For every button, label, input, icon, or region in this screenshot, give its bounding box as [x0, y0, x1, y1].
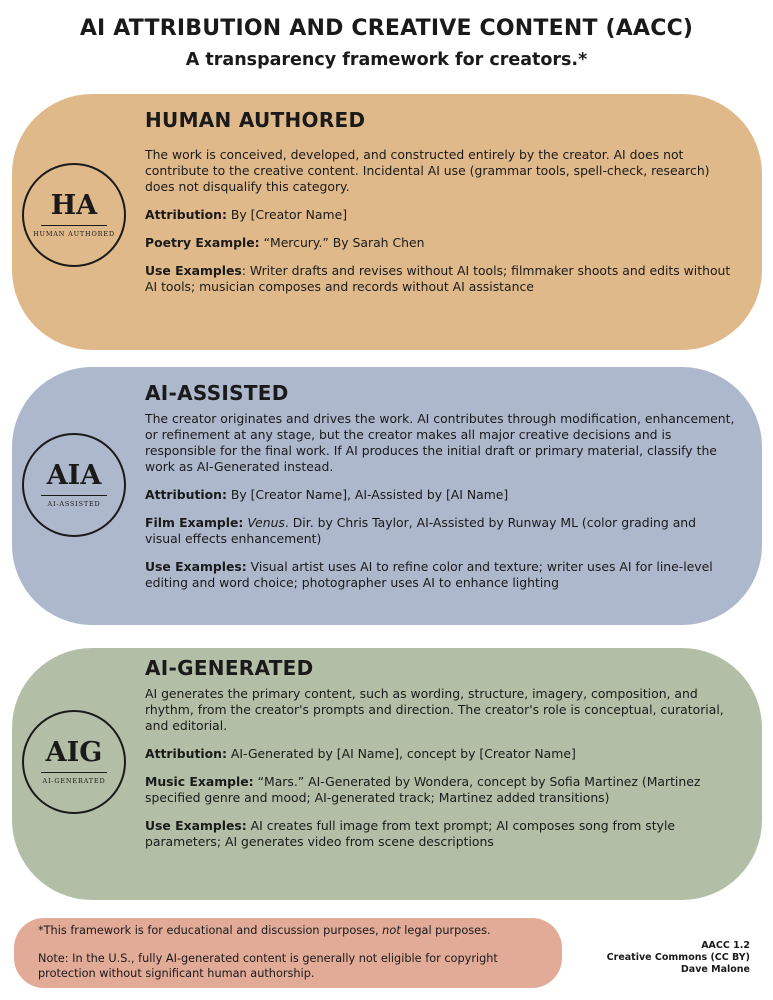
card-attribution: [145, 487, 736, 503]
version-label: AACC 1.2: [701, 940, 750, 951]
card-attribution: [145, 207, 736, 223]
use-examples-label: Use Examples: [145, 263, 242, 278]
attribution-text: AI-Generated by [AI Name], concept by [Creator Name]: [226, 746, 576, 761]
card-use-examples: [145, 559, 736, 591]
card-use-examples: [145, 818, 736, 850]
card-example: [145, 774, 736, 806]
disclaimer-text: [38, 923, 491, 938]
badge-aia: [22, 433, 126, 537]
card-content: [145, 381, 736, 603]
card-ai-assisted: [12, 367, 762, 625]
attribution-label: Attribution:: [145, 207, 227, 222]
disclaimer-post: legal purposes.: [400, 924, 491, 937]
badge-subtitle: HUMAN AUTHORED: [33, 230, 115, 238]
card-use-examples: [145, 263, 736, 295]
example-text: “Mercury.” By Sarah Chen: [259, 235, 425, 250]
badge-subtitle: AI-ASSISTED: [47, 500, 101, 508]
use-examples-text: Visual artist uses AI to refine color and texture; writer uses AI for line-level editing and word choice; photographer uses AI to enhance lighting: [145, 559, 713, 590]
attribution-label: Attribution:: [145, 746, 227, 761]
copyright-note: Note: In the U.S., fully AI-generated content is generally not eligible for copyright protection without significant human authorship.: [38, 952, 498, 980]
example-label: Music Example:: [145, 774, 254, 789]
card-description: AI generates the primary content, such as wording, structure, imagery, composition, and rhythm, from the creator's prompts and direction. The creator's role is conceptual, curatorial, and editorial.: [145, 686, 724, 733]
badge-abbr: AIA: [46, 460, 102, 491]
card-heading: HUMAN AUTHORED: [145, 108, 366, 132]
card-attribution: [145, 746, 736, 762]
attribution-text: By [Creator Name]: [226, 207, 348, 222]
badge-divider: [41, 772, 107, 773]
use-examples-label: Use Examples:: [145, 818, 247, 833]
example-label: Poetry Example:: [145, 235, 260, 250]
card-heading: AI-GENERATED: [145, 656, 314, 680]
badge-subtitle: AI-GENERATED: [42, 777, 106, 785]
use-examples-text: AI creates full image from text prompt; AI composes song from style parameters; AI generates video from scene descriptions: [145, 818, 676, 849]
example-text-post: . Dir. by Chris Taylor, AI-Assisted by Runway ML (color grading and visual effects enhancement): [145, 515, 697, 546]
example-text: “Mars.” AI-Generated by Wondera, concept by Sofia Martinez (Martinez specified genre and mood; AI-generated track; Martinez added transitions): [145, 774, 701, 805]
disclaimer-pre: *This framework is for educational and discussion purposes,: [38, 924, 383, 937]
use-examples-label: Use Examples:: [145, 559, 247, 574]
card-description: The work is conceived, developed, and constructed entirely by the creator. AI does not contribute to the creative content. Incidental AI use (grammar tools, spell-check, research) does not disqualify this category.: [145, 147, 710, 194]
example-label: Film Example:: [145, 515, 244, 530]
footnote-box: [14, 918, 562, 988]
card-content: [145, 108, 736, 307]
card-human-authored: [12, 94, 762, 350]
credits: [607, 940, 750, 976]
card-content: [145, 656, 736, 862]
example-italic: Venus: [247, 515, 285, 530]
page-title: AI ATTRIBUTION AND CREATIVE CONTENT (AACC): [79, 16, 694, 41]
page-subtitle: A transparency framework for creators.*: [185, 50, 588, 70]
license-label: Creative Commons (CC BY): [606, 952, 750, 963]
card-heading: AI-ASSISTED: [145, 381, 289, 405]
badge-abbr: AIG: [45, 737, 103, 768]
badge-divider: [41, 225, 107, 226]
badge-abbr: HA: [50, 190, 98, 221]
badge-ha: [22, 163, 126, 267]
badge-aig: [22, 710, 126, 814]
use-examples-text: : Writer drafts and revises without AI tools; filmmaker shoots and edits without AI tools; musician composes and records without AI assistance: [145, 263, 731, 294]
card-example: [145, 515, 736, 547]
card-ai-generated: [12, 648, 762, 900]
card-example: [145, 235, 736, 251]
attribution-text: By [Creator Name], AI-Assisted by [AI Name]: [226, 487, 509, 502]
author-label: Dave Malone: [680, 964, 750, 975]
card-description: The creator originates and drives the work. AI contributes through modification, enhancement, or refinement at any stage, but the creator makes all major creative decisions and is responsible for the final work. If AI produces the initial draft or primary material, classify the work as AI-Generated instead.: [145, 411, 735, 474]
badge-divider: [41, 495, 107, 496]
attribution-label: Attribution:: [145, 487, 227, 502]
disclaimer-emphasis: not: [382, 924, 401, 937]
